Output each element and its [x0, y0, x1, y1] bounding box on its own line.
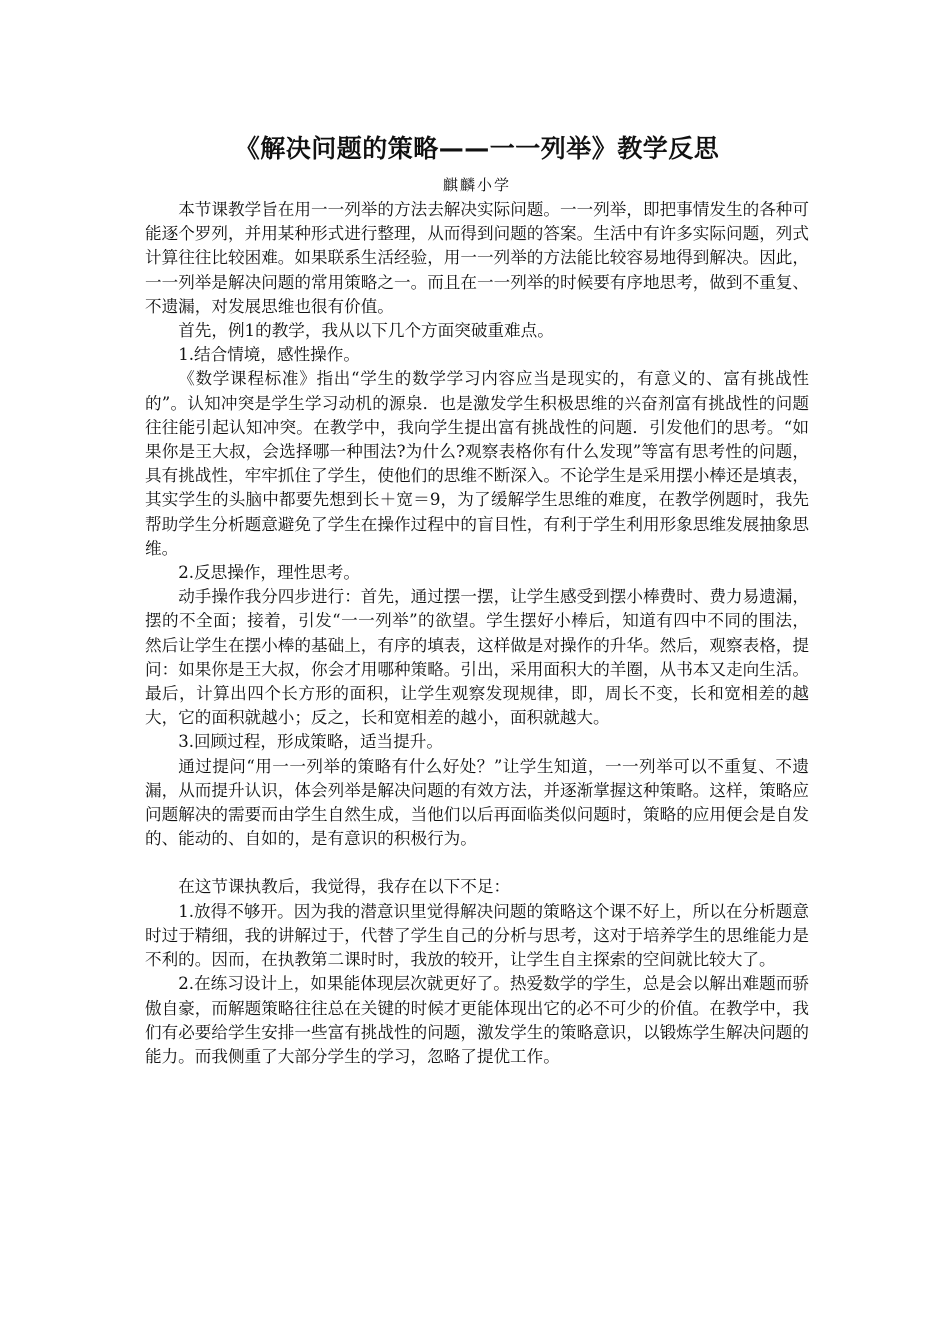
paragraph-first: 首先，例1的教学，我从以下几个方面突破重难点。: [178, 321, 554, 341]
paragraph-intro: 本节课教学旨在用一一列举的方法去解决实际问题。一一列举，即把事情发生的各种可能逐个罗列，并用某种形式进行整理，从而得到问题的答案。生活中有许多实际问题，列式计算往往比较困难。如果联系生活经验，用一一列举的方法能比较容易地得到解决。因此，一一列举是解决问题的常用策略之一。而且在一一列举的时候要有序地思考，做到不重复、不遗漏，对发展思维也很有价值。: [145, 200, 809, 316]
document-title: 《解决问题的策略——一一列举》教学反思: [234, 134, 720, 163]
paragraph-strategy: 通过提问“用一一列举的策略有什么好处？”让学生知道，一一列举可以不重复、不遗漏，从而提升认识，体会列举是解决问题的有效方法，并逐渐掌握这种策略。这样，策略应问题解决的需要而由学生自然生成，当他们以后再面临类似问题时，策略的应用便会是自发的、能动的、自如的，是有意识的积极行为。: [145, 756, 809, 849]
paragraph-standard: 《数学课程标准》指出“学生的数学学习内容应当是现实的，有意义的、富有挑战性的”。认知冲突是学生学习动机的源泉．也是激发学生积极思维的兴奋剂富有挑战性的问题往往能引起认知冲突。在教学中，我向学生提出富有挑战性的问题．引发他们的思考。“如果你是王大叔，会选择哪一种围法?为什么?观察表格你有什么发现”等富有思考性的问题，具有挑战性，牢牢抓住了学生，使他们的思维不断深入。不论学生是采用摆小棒还是填表，其实学生的头脑中都要先想到长＋宽＝9，为了缓解学生思维的难度，在教学例题时，我先帮助学生分析题意避免了学生在操作过程中的盲目性，有利于学生利用形象思维发展抽象思维。: [145, 369, 809, 558]
paragraph-shortcoming-2: 2.在练习设计上，如果能体现层次就更好了。热爱数学的学生，总是会以解出难题而骄傲自豪，而解题策略往往总在关键的时候才更能体现出它的必不可少的价值。在教学中，我们有必要给学生安排一些富有挑战性的问题，激发学生的策略意识，以锻炼学生解决问题的能力。而我侧重了大部分学生的学习，忽略了提优工作。: [145, 974, 809, 1066]
paragraph-heading-3: 3.回顾过程，形成策略，适当提升。: [178, 732, 443, 752]
paragraph-shortcomings-intro: 在这节课执教后，我觉得，我存在以下不足：: [178, 877, 511, 897]
paragraph-gap: [145, 851, 809, 875]
paragraph-operation: 动手操作我分四步进行：首先，通过摆一摆，让学生感受到摆小棒费时、费力易遗漏，摆的不全面；接着，引发“一一列举”的欲望。学生摆好小棒后，知道有四中不同的围法，然后让学生在摆小棒的基础上，有序的填表，这样做是对操作的升华。然后，观察表格，提问：如果你是王大叔，你会才用哪种策略。引出，采用面积大的羊圈，从书本又走向生活。最后，计算出四个长方形的面积，让学生观察发现规律，即，周长不变，长和宽相差的越大，它的面积就越小；反之，长和宽相差的越小，面积就越大。: [145, 587, 809, 728]
document-author: 麒麟小学: [442, 176, 511, 194]
paragraph-shortcoming-1: 1.放得不够开。因为我的潜意识里觉得解决问题的策略这个课不好上，所以在分析题意时过于精细，我的讲解过于，代替了学生自己的分析与思考，这对于培养学生的思维能力是不利的。因而，在执教第二课时时，我放的较开，让学生自主探索的空间就比较大了。: [145, 901, 809, 970]
paragraph-heading-2: 2.反思操作，理性思考。: [178, 563, 360, 583]
paragraph-heading-1: 1.结合情境，感性操作。: [178, 345, 360, 365]
document-page: [145, 128, 809, 1069]
